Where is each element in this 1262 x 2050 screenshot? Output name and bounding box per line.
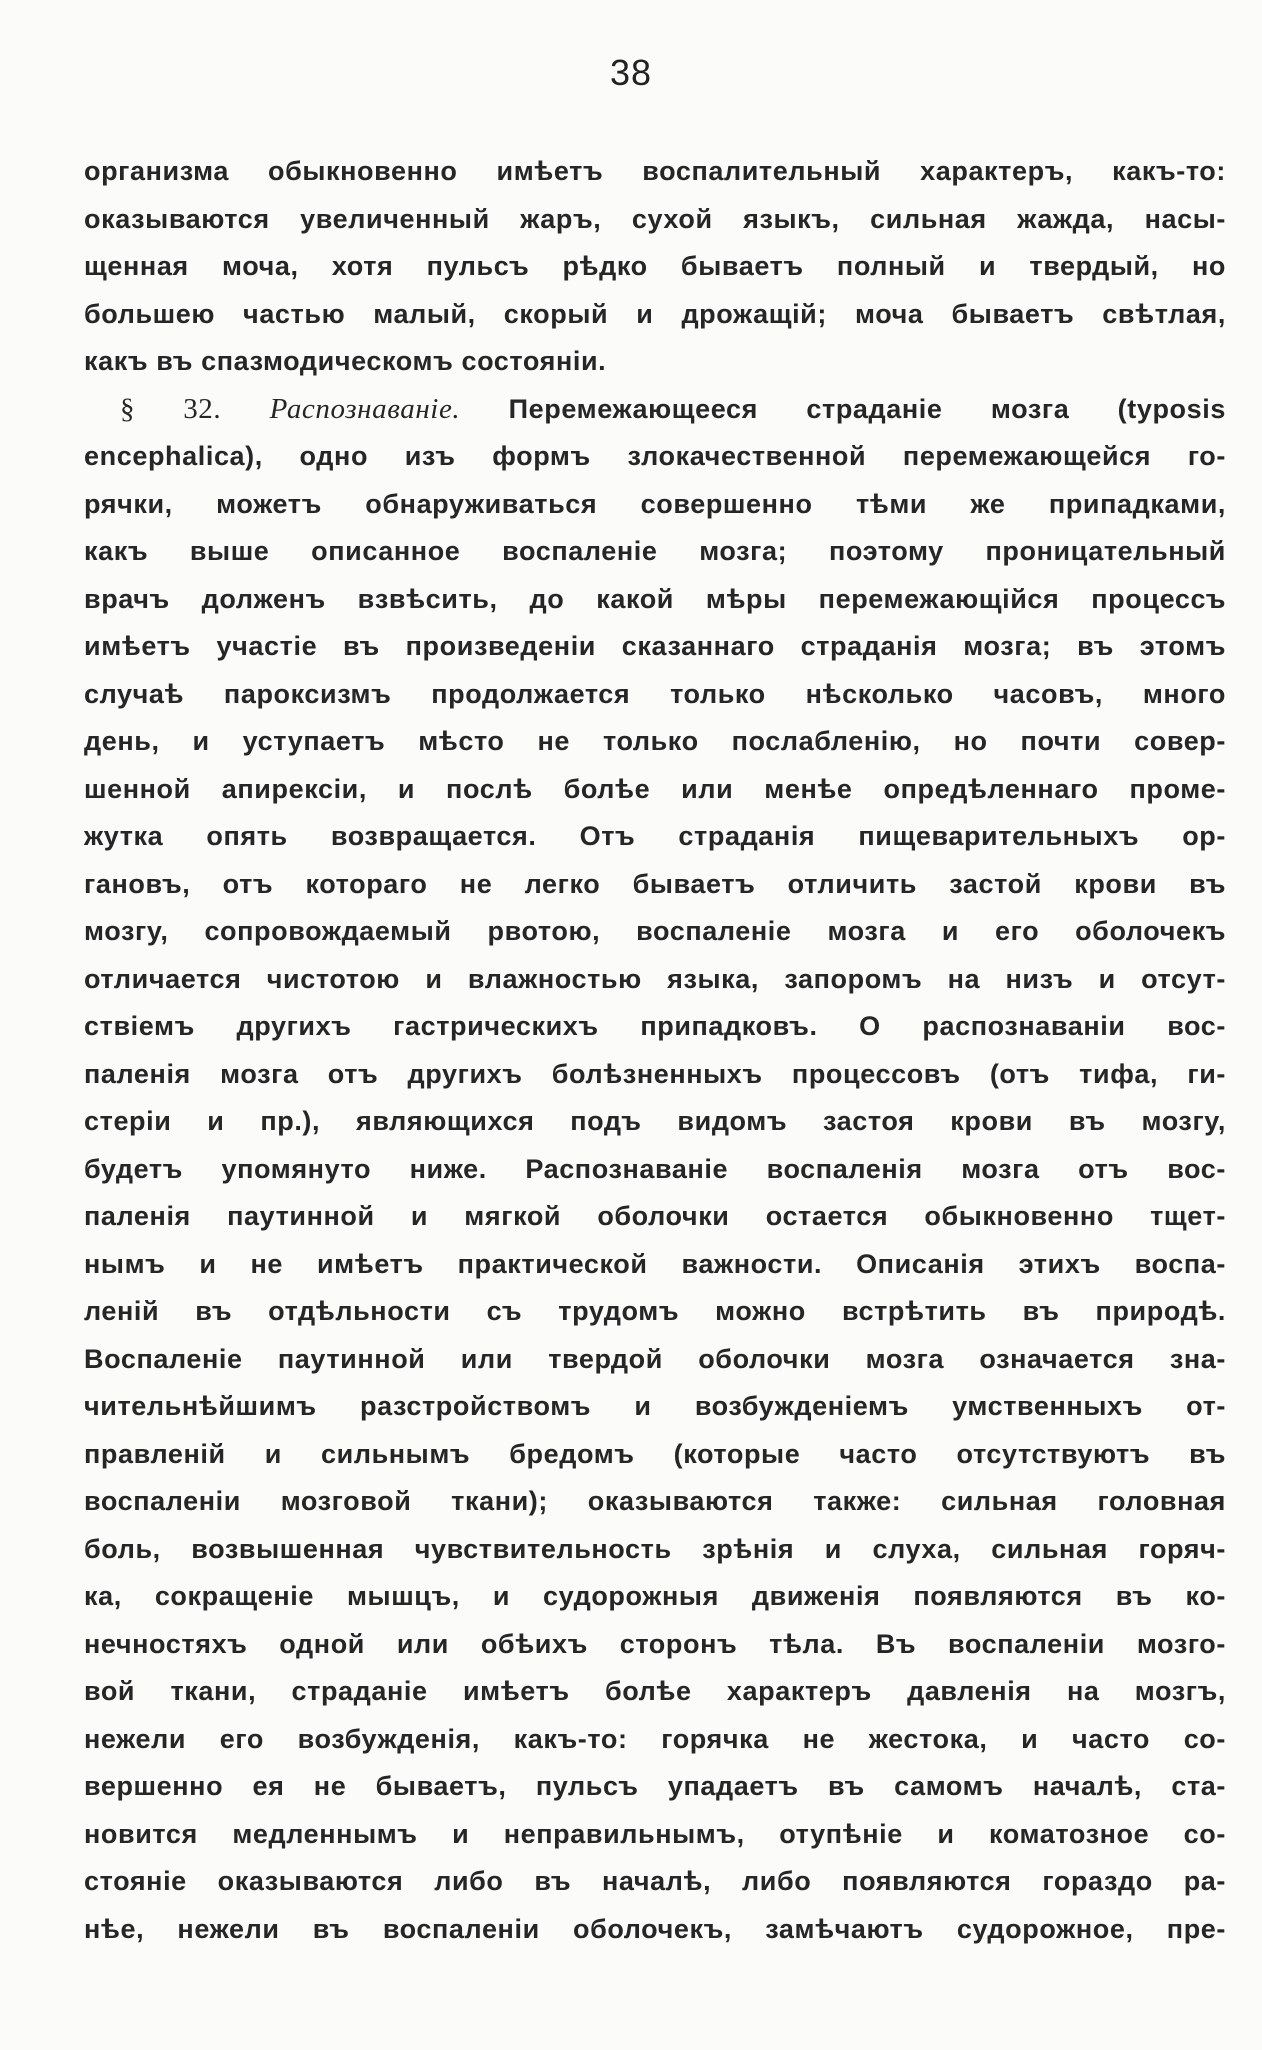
text-line: нежели его возбужденія, какъ-то: горячка не жестока, и часто со- xyxy=(84,1723,1226,1754)
text-line: боль, возвышенная чувствительность зрѣнія и слуха, сильная горяч- xyxy=(84,1533,1226,1564)
text-line: мозгу, сопровождаемый рвотою, воспаленіе мозга и его оболочекъ xyxy=(84,916,1226,946)
text-line: паленія мозга отъ другихъ болѣзненныхъ процессовъ (отъ тифа, ги- xyxy=(84,1058,1226,1089)
text-line: щенная моча, хотя пульсъ рѣдко бываетъ полный и твердый, но xyxy=(84,251,1226,281)
body-text xyxy=(84,148,1226,1953)
text-line: жутка опять возвращается. Отъ страданія пищеварительныхъ ор- xyxy=(84,821,1226,851)
paragraph-section-32 xyxy=(84,386,1226,1954)
text-line: будетъ упомянуто ниже. Распознаваніе воспаленія мозга отъ вос- xyxy=(84,1153,1226,1184)
text-line: имѣетъ участіе въ произведеніи сказаннаго страданія мозга; въ этомъ xyxy=(84,631,1226,661)
section-number: § 32. xyxy=(120,392,222,425)
text-line: ка, сокращеніе мышцъ, и судорожныя движенія появляются въ ко- xyxy=(84,1581,1226,1611)
section-title: Распознаваніе. xyxy=(269,392,461,425)
text-line: организма обыкновенно имѣетъ воспалительный характеръ, какъ-то: xyxy=(84,156,1226,186)
text-line: какъ въ спазмодическомъ состояніи. xyxy=(84,346,607,376)
text-line: воспаленіи мозговой ткани); оказываются также: сильная головная xyxy=(84,1486,1226,1516)
text-line: ствіемъ другихъ гастрическихъ припадковъ. О распознаваніи вос- xyxy=(84,1011,1226,1041)
text-line: рячки, можетъ обнаруживаться совершенно тѣми же припадками, xyxy=(84,488,1226,519)
text-line: шенной апирексіи, и послѣ болѣе или менѣе опредѣленнаго проме- xyxy=(84,773,1226,804)
text-line: правленій и сильнымъ бредомъ (которые часто отсутствуютъ въ xyxy=(84,1438,1226,1469)
text-line: нымъ и не имѣетъ практической важности. Описанія этихъ воспа- xyxy=(84,1248,1226,1279)
text-line: оказываются увеличенный жаръ, сухой языкъ, сильная жажда, насы- xyxy=(84,203,1226,234)
text-line: Воспаленіе паутинной или твердой оболочки мозга означается зна- xyxy=(84,1343,1226,1374)
page-number: 38 xyxy=(609,52,653,93)
text-line: случаѣ пароксизмъ продолжается только нѣсколько часовъ, много xyxy=(84,678,1226,709)
text-line: леній въ отдѣльности съ трудомъ можно встрѣтить въ природѣ. xyxy=(84,1296,1226,1326)
text-line: гановъ, отъ котораго не легко бываетъ отличить застой крови въ xyxy=(84,868,1226,899)
text-line: отличается чистотою и влажностью языка, запоромъ на низъ и отсут- xyxy=(84,963,1226,994)
text-line: стояніе оказываются либо въ началѣ, либо появляются гораздо ра- xyxy=(84,1866,1226,1896)
section-heading-line xyxy=(84,386,1226,434)
text-line: чительнѣйшимъ разстройствомъ и возбужденіемъ умственныхъ от- xyxy=(84,1391,1226,1421)
text-line: вой ткани, страданіе имѣетъ болѣе характеръ давленія на мозгъ, xyxy=(84,1676,1226,1706)
text-line: большею частью малый, скорый и дрожащій; моча бываетъ свѣтлая, xyxy=(84,298,1226,329)
text-line: врачъ долженъ взвѣсить, до какой мѣры перемежающійся процессъ xyxy=(84,583,1226,614)
text-line: какъ выше описанное воспаленіе мозга; поэтому проницательный xyxy=(84,536,1226,566)
text-line: день, и уступаетъ мѣсто не только послабленію, но почти совер- xyxy=(84,726,1226,756)
text-line: нѣе, нежели въ воспаленіи оболочекъ, замѣчаютъ судорожное, пре- xyxy=(84,1913,1226,1944)
section-first-line-text: Перемежающееся страданіе мозга (typosis xyxy=(508,393,1226,424)
text-line: вершенно ея не бываетъ, пульсъ упадаетъ въ самомъ началѣ, ста- xyxy=(84,1771,1226,1801)
text-line: стеріи и пр.), являющихся подъ видомъ застоя крови въ мозгу, xyxy=(84,1106,1226,1136)
paragraph-continuation xyxy=(84,148,1226,386)
text-line: encephalica), одно изъ формъ злокачественной перемежающейся го- xyxy=(84,441,1226,471)
text-line: нечностяхъ одной или обѣихъ сторонъ тѣла. Въ воспаленіи мозго- xyxy=(84,1628,1226,1659)
text-line: новится медленнымъ и неправильнымъ, отупѣніе и коматозное со- xyxy=(84,1818,1226,1849)
text-line: паленія паутинной и мягкой оболочки остается обыкновенно тщет- xyxy=(84,1201,1226,1231)
